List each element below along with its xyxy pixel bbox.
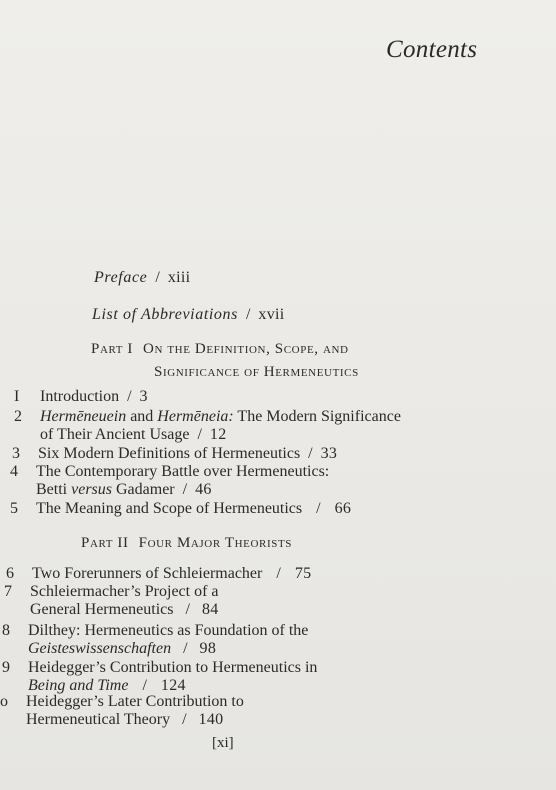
chapter-title-part: versus <box>71 481 112 498</box>
page-number: 84 <box>201 601 219 618</box>
chapter-title-part: Gadamer <box>112 481 175 498</box>
separator: / <box>183 640 188 657</box>
chapter-title: The Contemporary Battle over Hermeneutics: <box>36 463 330 480</box>
chapter-title: Dilthey: Hermeneutics as Foundation of the <box>28 622 309 639</box>
chapter-title-continued: Geisteswissenschaften <box>28 640 172 657</box>
separator: / <box>197 426 202 443</box>
part-one-heading-line2 <box>154 364 359 381</box>
chapter-number: 2 <box>14 408 22 425</box>
page-number: 98 <box>199 640 217 657</box>
page-number: 33 <box>320 445 338 462</box>
chapter-number: 8 <box>2 622 10 639</box>
page-number: 140 <box>198 711 224 728</box>
toc-entry-2 <box>14 408 401 444</box>
chapter-title: Schleiermacher’s Project of a <box>30 583 219 600</box>
toc-entry-6 <box>6 565 311 583</box>
chapter-number: 4 <box>10 463 18 480</box>
chapter-number: 3 <box>12 445 20 462</box>
page-number: 66 <box>334 500 352 517</box>
separator: / <box>182 481 188 498</box>
chapter-title-continued: Being and Time <box>28 677 129 694</box>
chapter-title-part: Hermēneuein <box>40 408 127 425</box>
page-number: xiii <box>167 269 191 286</box>
page-number: 12 <box>209 426 227 443</box>
toc-entry-1 <box>14 388 148 406</box>
separator: / <box>245 306 251 323</box>
part-title: Significance of Hermeneutics <box>154 364 359 380</box>
part-title: On the Definition, Scope, and <box>143 341 349 357</box>
chapter-title: Two Forerunners of Schleiermacher <box>32 565 263 582</box>
chapter-number: 7 <box>4 583 12 600</box>
chapter-number: 5 <box>10 500 18 517</box>
chapter-title: The Meaning and Scope of Hermeneutics <box>36 500 303 517</box>
chapter-number: 6 <box>6 565 14 582</box>
chapter-title-part: Hermēneia: <box>157 408 234 425</box>
chapter-title: Six Modern Definitions of Hermeneutics <box>38 445 301 462</box>
page-number: 3 <box>139 388 148 405</box>
front-matter-abbreviations <box>92 306 285 324</box>
page-number: 124 <box>160 677 186 694</box>
part-two-heading <box>81 535 292 552</box>
part-number: Part II <box>81 535 129 551</box>
front-matter-label: List of Abbreviations <box>92 306 238 323</box>
page-number: xvii <box>258 306 285 323</box>
chapter-title-part: The Modern Significance <box>233 408 401 425</box>
toc-entry-8 <box>2 622 308 658</box>
chapter-number: 9 <box>2 659 10 676</box>
chapter-title-continued: of Their Ancient Usage <box>40 426 190 443</box>
chapter-title: Introduction <box>40 388 120 405</box>
separator: / <box>182 711 187 728</box>
part-number: Part I <box>91 341 134 357</box>
toc-entry-5 <box>10 500 351 518</box>
chapter-number: o <box>0 693 8 710</box>
toc-entry-7 <box>4 583 219 619</box>
chapter-title: Heidegger’s Contribution to Hermeneutics in <box>28 659 318 676</box>
separator: / <box>185 601 190 618</box>
chapter-title-continued: Hermeneutical Theory <box>26 711 171 728</box>
page-number: 46 <box>195 481 212 498</box>
chapter-title-continued: General Hermeneutics <box>30 601 174 618</box>
separator: / <box>316 500 321 517</box>
page-number: 75 <box>294 565 312 582</box>
front-matter-label: Preface <box>94 269 148 286</box>
toc-entry-3 <box>12 445 337 463</box>
separator: / <box>308 445 313 462</box>
chapter-title-part: and <box>126 408 158 425</box>
contents-heading: Contents <box>386 36 478 63</box>
toc-entry-10 <box>0 693 244 729</box>
separator: / <box>142 677 147 694</box>
front-matter-preface <box>94 269 190 287</box>
toc-entry-9 <box>2 659 317 695</box>
chapter-number: I <box>14 388 20 405</box>
toc-entry-4 <box>10 463 329 499</box>
separator: / <box>155 269 160 286</box>
part-title: Four Major Theorists <box>138 535 292 551</box>
chapter-title-part: Betti <box>36 481 72 498</box>
folio-page-number: [xi] <box>212 735 234 751</box>
separator: / <box>127 388 132 405</box>
separator: / <box>276 565 281 582</box>
chapter-title: Heidegger’s Later Contribution to <box>26 693 244 710</box>
part-one-heading <box>91 341 349 358</box>
